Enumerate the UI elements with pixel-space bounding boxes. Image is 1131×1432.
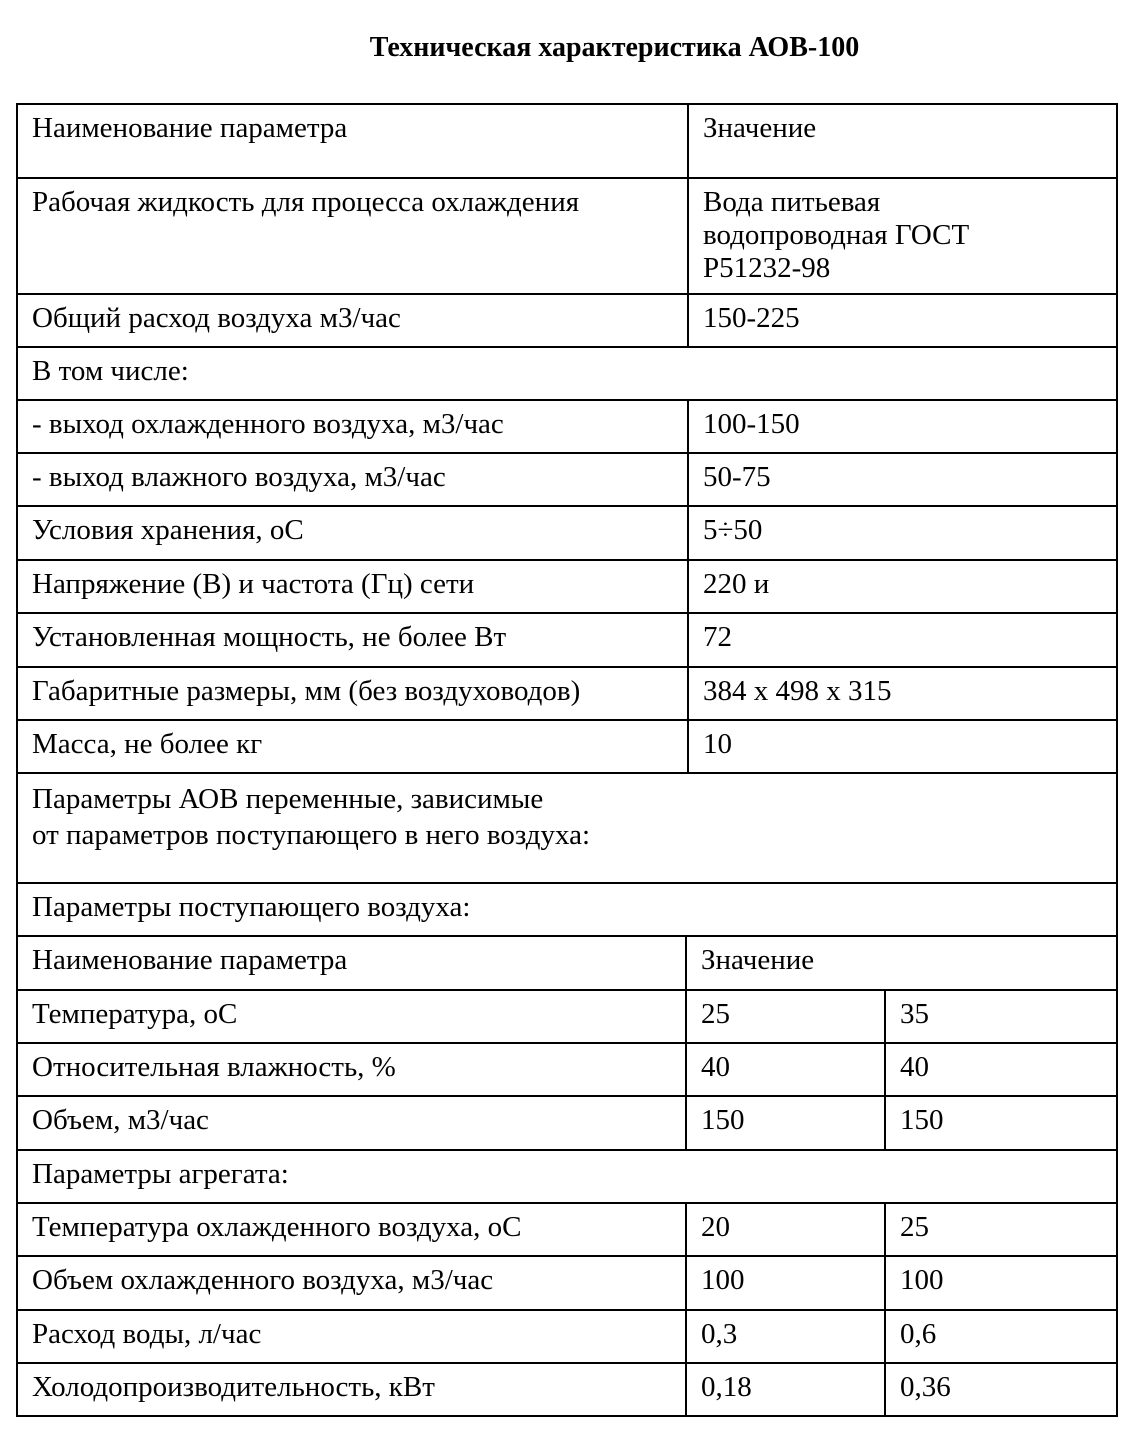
row-value: 10: [703, 728, 732, 760]
row-value: 100-150: [703, 408, 800, 440]
unit-row-param: Расход воды, л/час: [32, 1318, 262, 1350]
row-param: Установленная мощность, не более Вт: [32, 621, 507, 653]
row-value: 50-75: [703, 461, 771, 493]
inlet-row-v1: 25: [701, 998, 730, 1030]
header-param: Наименование параметра: [32, 112, 348, 144]
unit-row-v2: 0,36: [900, 1371, 951, 1403]
inlet-row-v2: 40: [900, 1051, 929, 1083]
row-param: Напряжение (В) и частота (Гц) сети: [32, 568, 475, 600]
unit-row-v2: 100: [900, 1264, 944, 1296]
unit-row-v2: 0,6: [900, 1318, 937, 1350]
unit-row-v1: 0,18: [701, 1371, 752, 1403]
inlet-row-param: Относительная влажность, %: [32, 1051, 396, 1083]
section-inlet: Параметры поступающего воздуха:: [32, 891, 471, 923]
unit-row-param: Холодопроизводительность, кВт: [32, 1371, 435, 1403]
row-param: - выход охлажденного воздуха, м3/час: [32, 408, 504, 440]
row-param: Условия хранения, оС: [32, 514, 304, 546]
table-border: [1116, 103, 1118, 1417]
header-value: Значение: [703, 112, 817, 144]
page-title: Техническая характеристика АОВ-100: [369, 32, 860, 63]
inlet-row-param: Объем, м3/час: [32, 1104, 209, 1136]
row-param: Общий расход воздуха м3/час: [32, 302, 401, 334]
row-value: Вода питьевая водопроводная ГОСТ Р51232-98: [703, 186, 970, 284]
unit-row-v1: 20: [701, 1211, 730, 1243]
row-value: 150-225: [703, 302, 800, 334]
inlet-header-param: Наименование параметра: [32, 944, 348, 976]
row-param: - выход влажного воздуха, м3/час: [32, 461, 446, 493]
row-note: Параметры АОВ переменные, зависимые от параметров поступающего в него воздуха:: [32, 783, 591, 851]
row-param: Габаритные размеры, мм (без воздуховодов): [32, 675, 581, 707]
unit-row-param: Объем охлажденного воздуха, м3/час: [32, 1264, 494, 1296]
inlet-row-v2: 35: [900, 998, 929, 1030]
unit-row-v1: 100: [701, 1264, 745, 1296]
row-section: В том числе:: [32, 355, 189, 387]
unit-row-v2: 25: [900, 1211, 929, 1243]
row-param: Масса, не более кг: [32, 728, 263, 760]
row-value: 72: [703, 621, 732, 653]
inlet-row-v1: 40: [701, 1051, 730, 1083]
table-border: [16, 1415, 1118, 1417]
row-param: Рабочая жидкость для процесса охлаждения: [32, 186, 580, 218]
inlet-row-param: Температура, оС: [32, 998, 238, 1030]
section-unit: Параметры агрегата:: [32, 1158, 289, 1190]
inlet-header-value: Значение: [701, 944, 815, 976]
inlet-row-v2: 150: [900, 1104, 944, 1136]
unit-row-v1: 0,3: [701, 1318, 738, 1350]
row-value: 220 и: [703, 568, 770, 600]
inlet-row-v1: 150: [701, 1104, 745, 1136]
row-value: 5÷50: [703, 514, 763, 546]
unit-row-param: Температура охлажденного воздуха, оС: [32, 1211, 522, 1243]
row-value: 384 х 498 х 315: [703, 675, 892, 707]
